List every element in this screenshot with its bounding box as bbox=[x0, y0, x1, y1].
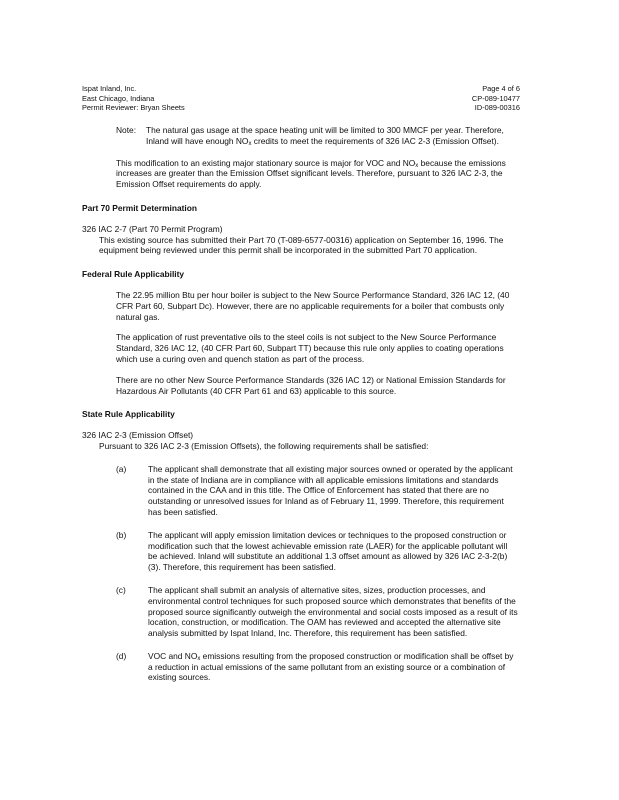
requirement-item-d bbox=[116, 651, 519, 683]
requirement-item-a bbox=[116, 464, 519, 518]
requirement-item-b bbox=[116, 530, 519, 573]
federal-paragraph-other: There are no other New Source Performance Standards (326 IAC 12) or National Emission Standards for Hazardous Air Pollutants (40 CFR Part 61 and 63) applicable to this source. bbox=[116, 374, 506, 396]
item-text: VOC and $NO_x$ emissions resulting from the proposed construction or modification shall be offset by a reduction in actual emissions of the same pollutant from an existing source or a combination of existing sources. bbox=[148, 650, 514, 683]
requirement-item-c bbox=[116, 585, 519, 639]
item-text: The applicant shall submit an analysis of alternative sites, sizes, production processes, and environmental control techniques for such proposed source which demonstrates that benefits of the proposed source significantly outweigh the environmental and social costs imposed as a result of its location, construction, or modification. The OAM has reviewed and accepted the alternative site analysis submitted by Ispat Inland, Inc. Therefore, this requirement has been satisfied. bbox=[148, 584, 518, 639]
note-label: Note: bbox=[116, 125, 137, 135]
header-right bbox=[472, 84, 520, 113]
state-rule: 326 IAC 2-3 (Emission Offset) bbox=[82, 430, 194, 441]
item-marker: (c) bbox=[116, 584, 126, 595]
part70-text: This existing source has submitted their Part 70 (T-089-6577-00316) application on September 16, 1996. The equipment being reviewed under this permit shall be incorporated in the submitted Part 70 application. bbox=[99, 234, 504, 256]
item-marker: (b) bbox=[116, 529, 127, 540]
part70-heading: Part 70 Permit Determination bbox=[82, 202, 197, 213]
state-heading: State Rule Applicability bbox=[82, 409, 175, 420]
note-text: The natural gas usage at the space heating unit will be limited to 300 MMCF per year. Therefore, Inland will have enough $NO_x$ credits to meet the requirements of 326 IAC 2-3 (Emission Offset). bbox=[146, 125, 504, 147]
header-page-number: Page 4 of 6 bbox=[482, 84, 520, 93]
header-company: Ispat Inland, Inc. bbox=[82, 84, 137, 93]
item-text: The applicant will apply emission limitation devices or techniques to the proposed construction or modification such that the lowest achievable emission rate (LAER) for the applicable pollutant will be achieved. Inland will substitute an additional 1.3 offset amount as allowed by 326 IAC 2-3-2(b)(3). Therefore, this requirement has been satisfied. bbox=[148, 529, 508, 573]
header-id-number: ID-089-00316 bbox=[474, 103, 520, 113]
federal-paragraph-boiler: The 22.95 million Btu per hour boiler is subject to the New Source Performance Standard, 326 IAC 12, (40 CFR Part 60, Subpart Dc). However, there are no applicable requirements for a boiler that combusts only natural gas. bbox=[116, 289, 510, 322]
emission-offset-paragraph: This modification to an existing major stationary source is major for VOC and $NO_x$ because the emissions increases are greater than the Emission Offset significant levels. Therefore, pursuant to 326 IAC 2-3, the Emission Offset requirements do apply. bbox=[116, 157, 506, 190]
federal-heading: Federal Rule Applicability bbox=[82, 269, 185, 280]
header-left bbox=[82, 84, 185, 113]
document-body bbox=[82, 125, 519, 683]
item-marker: (a) bbox=[116, 463, 127, 474]
header-reviewer: Permit Reviewer: Bryan Sheets bbox=[82, 103, 185, 113]
item-text: The applicant shall demonstrate that all existing major sources owned or operated by the applicant in the state of Indiana are in compliance with all applicable emissions limitations and standards contained in the CAA and in this title. The Office of Enforcement has stated that there are no outstanding or unresolved issues for Inland as of February 11, 1999. Therefore, this requirement has been satisfied. bbox=[148, 463, 513, 517]
part70-rule: 326 IAC 2-7 (Part 70 Permit Program) bbox=[82, 223, 223, 234]
federal-paragraph-oils: The application of rust preventative oils to the steel coils is not subject to the New Source Performance Standard, 326 IAC 12, (40 CFR Part 60, Subpart TT) because this rule only applies to coating operations which use a curing oven and quench station as part of the process. bbox=[116, 332, 504, 364]
note-block bbox=[116, 125, 519, 147]
state-intro: Pursuant to 326 IAC 2-3 (Emission Offsets), the following requirements shall be satisfied: bbox=[99, 440, 429, 451]
header-cp-number: CP-089-10477 bbox=[471, 93, 520, 103]
item-marker: (d) bbox=[116, 650, 127, 661]
header-location: East Chicago, Indiana bbox=[82, 93, 155, 103]
